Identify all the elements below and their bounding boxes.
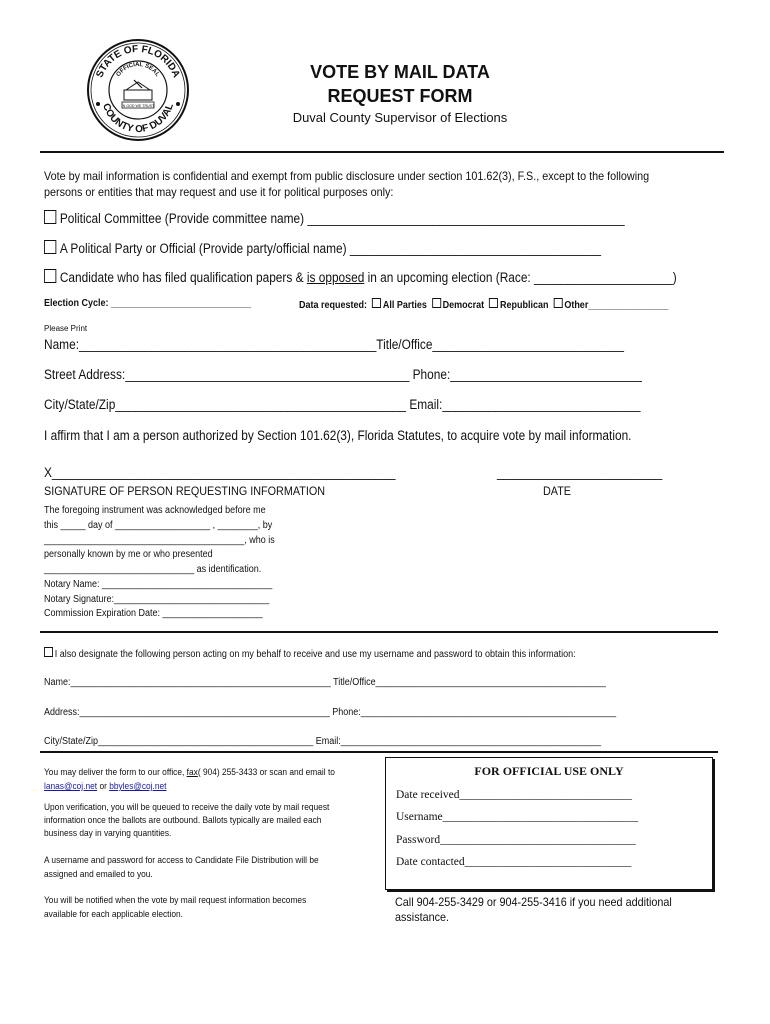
- email-link-lanas[interactable]: lanas@coj.net: [44, 781, 98, 792]
- democrat-checkbox[interactable]: [432, 298, 441, 308]
- requester-city-field[interactable]: City/State/Zip____________________________________________ Email:______________________________: [44, 397, 641, 412]
- info-paragraph-4-line-1: You will be notified when the vote by mail request information becomes: [44, 895, 307, 906]
- notary-line-5[interactable]: ______________________________ as identification.: [44, 564, 262, 575]
- username-field[interactable]: Username__________________________________: [396, 811, 639, 823]
- other-checkbox[interactable]: [554, 298, 563, 308]
- designee-city-field[interactable]: City/State/Zip___________________________________________ Email:____________________________________________________: [44, 736, 602, 747]
- notary-line-1: The foregoing instrument was acknowledged before me: [44, 505, 266, 516]
- form-subtitle: Duval County Supervisor of Elections: [292, 110, 508, 125]
- header-divider: [40, 151, 724, 153]
- official-use-title: FOR OFFICIAL USE ONLY: [474, 764, 624, 778]
- democrat-label: Democrat: [442, 300, 485, 311]
- notary-divider: [40, 631, 718, 633]
- contact-line-1: Call 904-255-3429 or 904-255-3416 if you need additional: [395, 895, 672, 909]
- designate-label: I also designate the following person acting on my behalf to receive and use my username and password to obtain this information:: [54, 649, 576, 660]
- info-paragraph-1-line-1: [44, 767, 335, 778]
- requester-street-field[interactable]: Street Address:___________________________________________ Phone:_____________________________: [44, 367, 642, 382]
- seal-outer-text: STATE OF FLORIDA: [94, 43, 182, 80]
- email-link-bbyles[interactable]: bbyles@coj.net: [109, 781, 167, 792]
- notary-signature-field[interactable]: Notary Signature:_______________________________: [44, 594, 270, 605]
- all-parties-label: All Parties: [382, 300, 427, 311]
- republican-label: Republican: [499, 300, 549, 311]
- affirmation-statement: I affirm that I am a person authorized by Section 101.62(3), Florida Statutes, to acquire vote by mail information.: [44, 428, 632, 443]
- info-fax-number: ( 904) 255-3433 or scan and email to: [197, 767, 335, 778]
- requester-name-field[interactable]: Name:_____________________________________________Title/Office_____________________________: [44, 337, 625, 352]
- county-seal: [86, 38, 190, 142]
- date-label: DATE: [543, 484, 572, 498]
- option-political-committee[interactable]: [44, 210, 625, 226]
- notary-line-2[interactable]: this _____ day of ___________________ , ________, by: [44, 520, 273, 531]
- signature-line[interactable]: X____________________________________________________: [44, 465, 396, 480]
- official-use-box: [385, 757, 713, 890]
- seal-inner-text: OFFICIAL SEAL: [115, 61, 161, 78]
- designate-divider: [40, 751, 718, 753]
- contact-line-2: assistance.: [395, 910, 450, 924]
- svg-text:OFFICIAL SEAL: [116, 62, 161, 78]
- info-fax-text: fax: [186, 767, 198, 778]
- info-paragraph-1-line-2: [44, 781, 166, 792]
- seal-bottom-text: COUNTY OF DUVAL: [100, 102, 176, 136]
- political-party-label: A Political Party or Official (Provide party/official name) ______________________________________: [59, 241, 601, 256]
- candidate-label-pre: Candidate who has filed qualification papers &: [59, 270, 307, 285]
- candidate-label-opposed: is opposed: [306, 270, 365, 285]
- political-committee-checkbox[interactable]: [44, 210, 56, 224]
- designee-address-field[interactable]: Address:__________________________________________________ Phone:___________________________________________________: [44, 707, 617, 718]
- date-received-field[interactable]: Date received______________________________: [396, 789, 633, 801]
- political-party-checkbox[interactable]: [44, 240, 56, 254]
- candidate-checkbox[interactable]: [44, 269, 56, 283]
- data-requested-label: Data requested:: [299, 300, 368, 311]
- info-or-text: or: [97, 781, 110, 792]
- notary-line-3[interactable]: ________________________________________, who is: [44, 535, 275, 546]
- republican-checkbox[interactable]: [489, 298, 498, 308]
- other-label[interactable]: Other________________: [564, 300, 669, 311]
- notary-line-4: personally known by me or who presented: [44, 549, 213, 560]
- notary-name-field[interactable]: Notary Name: __________________________________: [44, 579, 273, 590]
- info-paragraph-2-line-1: Upon verification, you will be queued to receive the daily vote by mail request: [44, 802, 330, 813]
- political-committee-label: Political Committee (Provide committee name) ________________________________________________: [59, 211, 625, 226]
- intro-line-2: persons or entities that may request and use it for political purposes only:: [44, 185, 394, 199]
- election-cycle-field[interactable]: Election Cycle: ____________________________: [44, 298, 252, 309]
- signature-label: SIGNATURE OF PERSON REQUESTING INFORMATION: [44, 484, 326, 498]
- form-title-line2: REQUEST FORM: [327, 86, 473, 106]
- info-paragraph-2-line-2: information once the ballots are outbound. Ballots typically are mailed each: [44, 815, 322, 826]
- designee-name-field[interactable]: Name:____________________________________________________ Title/Office______________________________________________: [44, 677, 606, 688]
- form-title-line1: VOTE BY MAIL DATA: [310, 62, 490, 82]
- seal-ribbon-text: IN GOD WE TRUST: [121, 104, 155, 108]
- info-paragraph-2-line-3: business day in varying quantities.: [44, 828, 172, 839]
- designate-checkbox[interactable]: [44, 647, 53, 657]
- info-paragraph-4-line-2: available for each applicable election.: [44, 909, 183, 920]
- info-paragraph-3-line-2: assigned and emailed to you.: [44, 869, 153, 880]
- intro-line-1: Vote by mail information is confidential and exempt from public disclosure under section 101.62(3), F.S., except to the following: [44, 169, 650, 183]
- date-line[interactable]: _________________________: [497, 465, 663, 480]
- designate-option[interactable]: [44, 647, 576, 660]
- option-candidate[interactable]: [44, 269, 677, 285]
- info-paragraph-3-line-1: A username and password for access to Candidate File Distribution will be: [44, 855, 319, 866]
- date-contacted-field[interactable]: Date contacted_____________________________: [396, 856, 632, 868]
- info-deliver-text: You may deliver the form to our office,: [44, 767, 187, 778]
- please-print-note: Please Print: [44, 324, 88, 333]
- password-field[interactable]: Password__________________________________: [396, 834, 636, 846]
- candidate-label-post: in an upcoming election (Race: _____________________): [364, 270, 677, 285]
- data-requested-row: [299, 298, 668, 311]
- commission-expiration-field[interactable]: Commission Expiration Date: ____________________: [44, 608, 263, 619]
- option-political-party[interactable]: [44, 240, 601, 256]
- all-parties-checkbox[interactable]: [372, 298, 381, 308]
